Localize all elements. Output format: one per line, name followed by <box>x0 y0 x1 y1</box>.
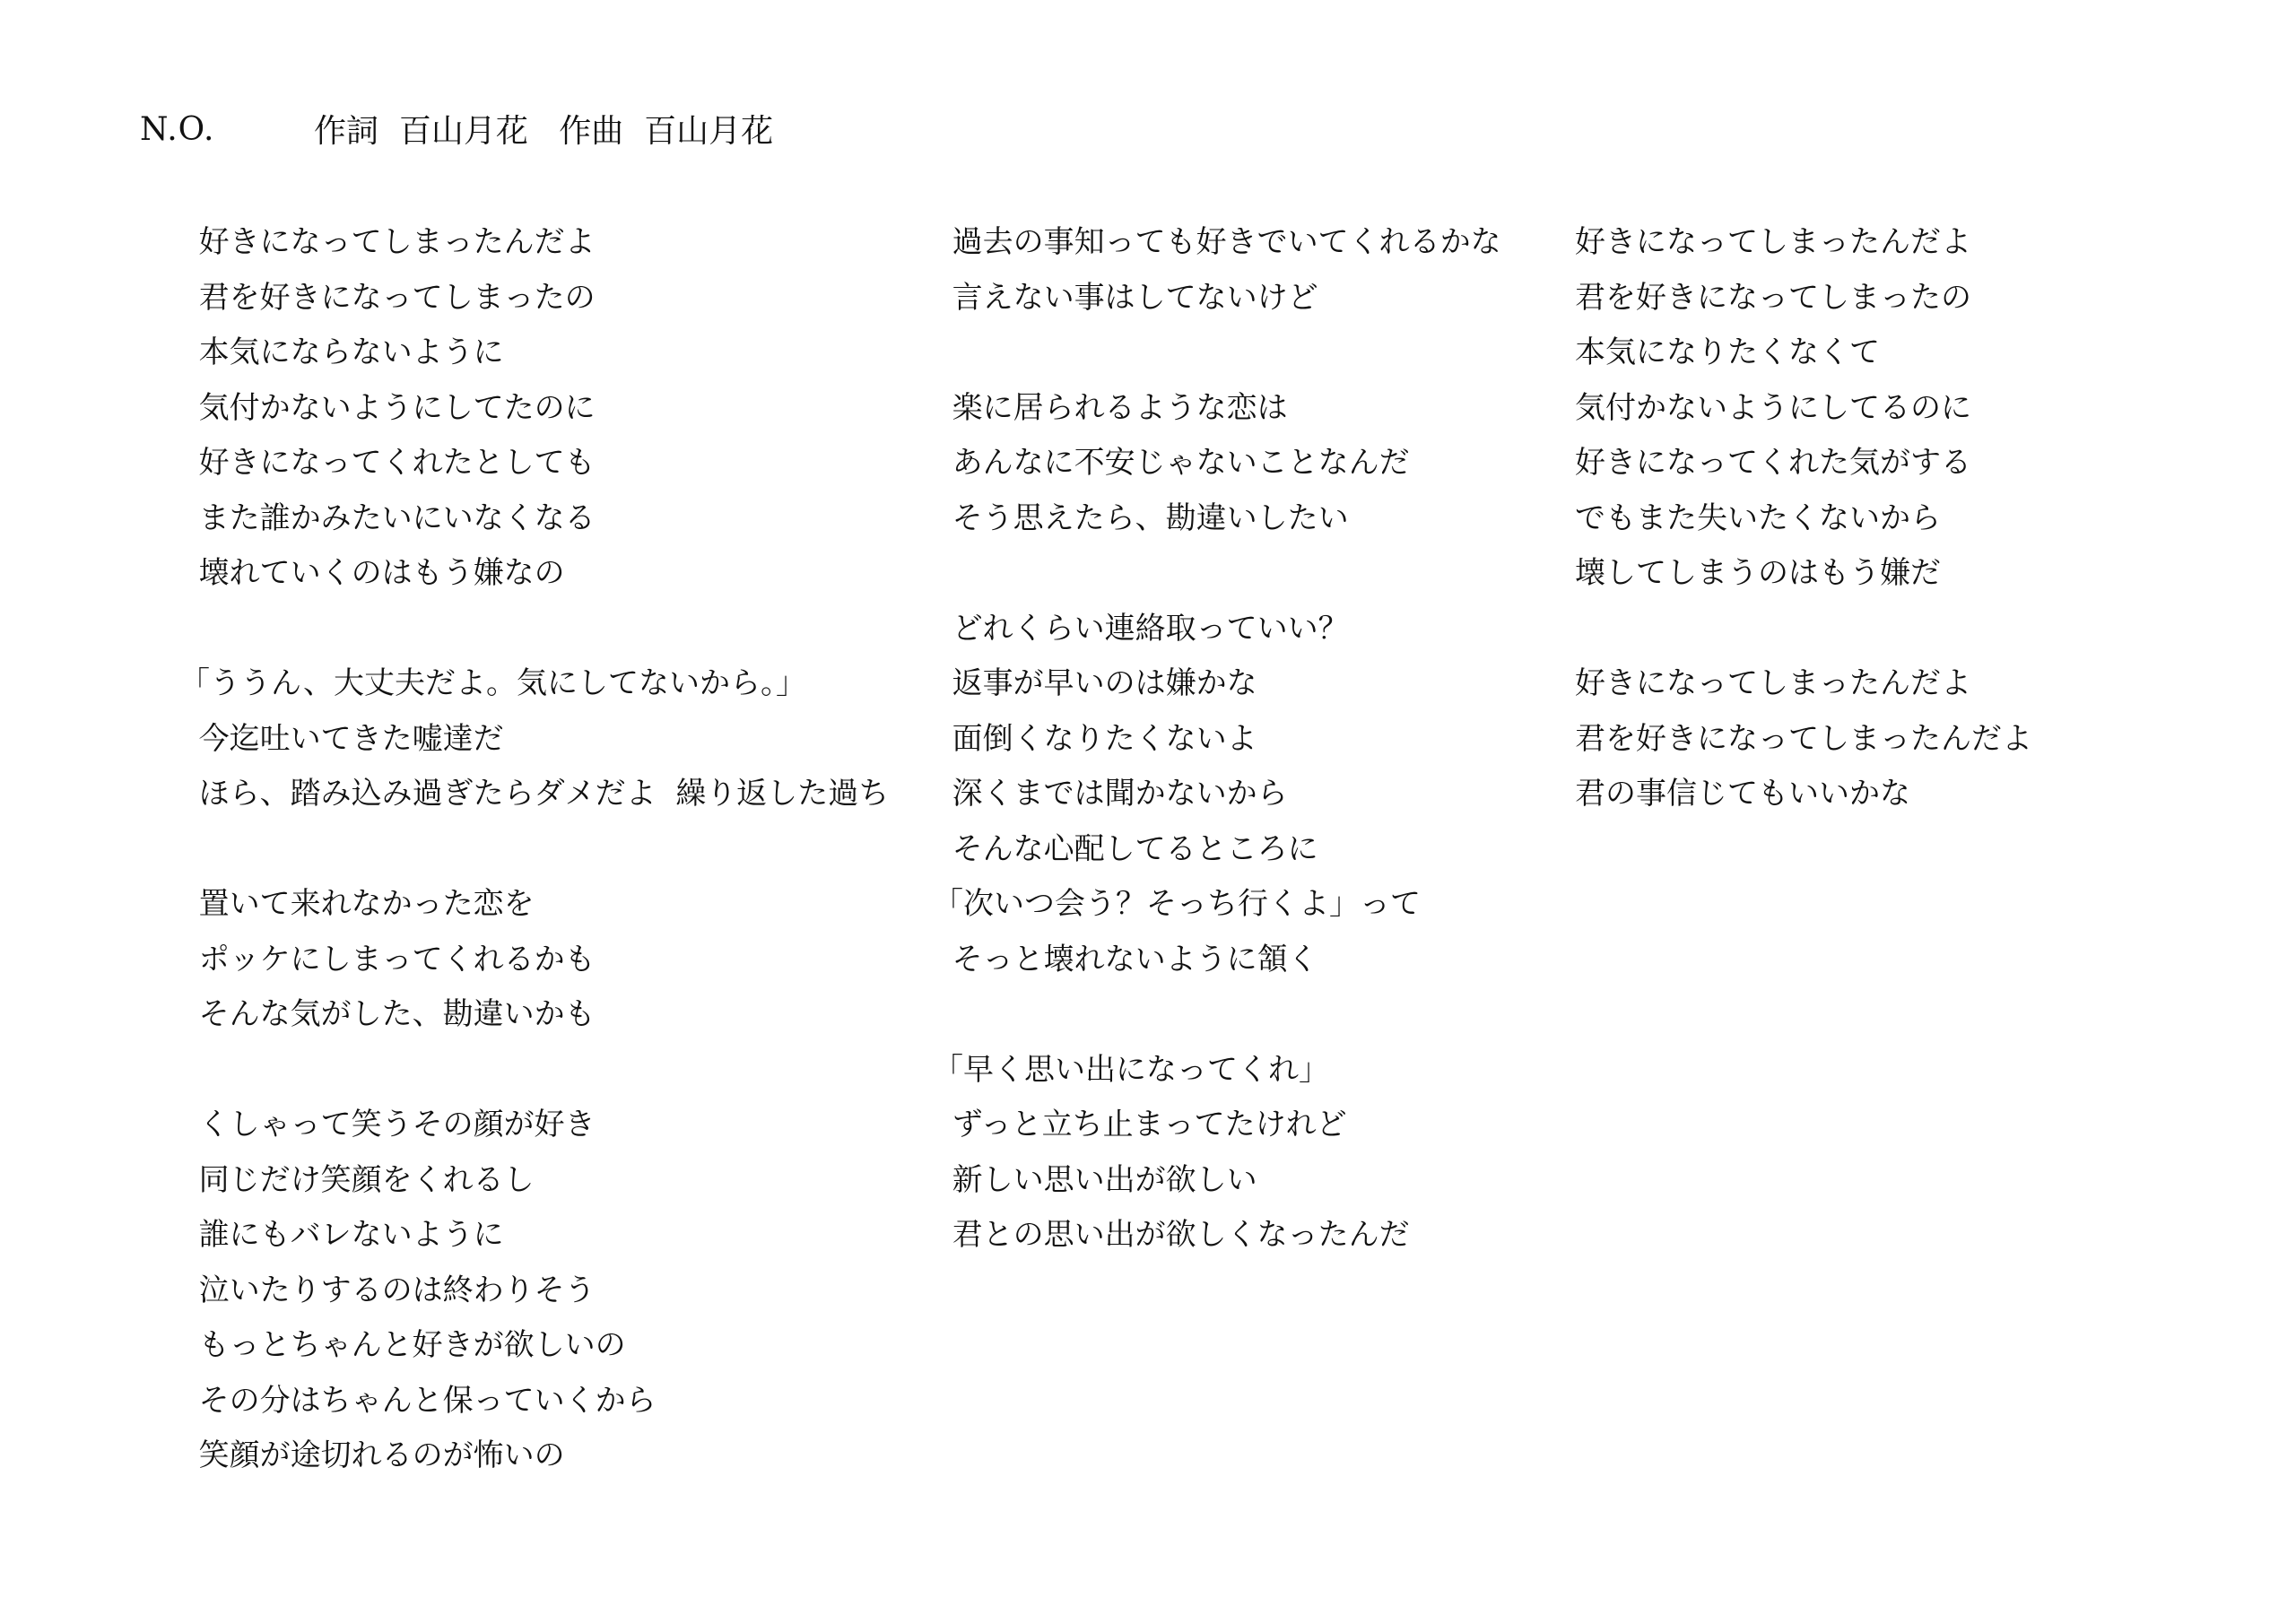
lyric-line <box>933 326 1668 381</box>
lyric-line: 笑顔が途切れるのが怖いの <box>179 1437 565 1473</box>
lyric-line: 「早く思い出になってくれ」 <box>933 1051 1329 1088</box>
lyric-line: 気付かないようにしてるのに <box>1575 389 1971 426</box>
lyric-line: 置いて来れなかった恋を <box>179 886 535 922</box>
lyric-line: 壊してしまうのはもう嫌だ <box>1575 555 1941 591</box>
lyric-line: 泣いたりするのは終わりそう <box>179 1272 596 1308</box>
lyric-line: もっとちゃんと好きが欲しいの <box>179 1327 626 1363</box>
lyric-line: くしゃって笑うその顔が好き <box>179 1107 596 1142</box>
lyric-line <box>933 987 1668 1043</box>
lyric-line: 誰にもバレないように <box>179 1217 504 1253</box>
lyric-line: そっと壊れないように頷く <box>933 941 1318 977</box>
lyric-line: 過去の事知っても好きでいてくれるかな <box>933 224 1501 260</box>
lyric-line: 好きになってしまったんだよ <box>1575 224 1971 260</box>
lyric-line: 気付かないようにしてたのに <box>179 389 596 426</box>
lyric-line <box>179 1043 915 1099</box>
lyric-line: 楽に居られるような恋は <box>933 389 1288 426</box>
lyric-line: 「次いつ会う？そっち行くよ」って <box>933 886 1421 922</box>
lyric-line: 新しい思い出が欲しい <box>933 1161 1257 1198</box>
lyric-line: ほら、踏み込み過ぎたらダメだよ 繰り返した過ち <box>179 776 890 812</box>
lyric-line: でもまた失いたくないから <box>1575 499 1941 536</box>
lyric-line: 今迄吐いてきた嘘達だ <box>179 720 504 757</box>
lyric-line: 君を好きになってしまったの <box>1575 279 1971 316</box>
lyric-line: 好きになってくれたとしても <box>179 445 596 481</box>
lyric-line: 言えない事はしてないけど <box>933 279 1318 316</box>
lyrics-column-2 <box>933 215 1668 1264</box>
lyric-line <box>933 546 1668 602</box>
lyric-line: ずっと立ち止まってたけれど <box>933 1107 1347 1142</box>
lyric-line: 面倒くなりたくないよ <box>933 720 1257 757</box>
lyric-line: 同じだけ笑顔をくれるし <box>179 1161 535 1198</box>
lyric-line <box>179 822 915 878</box>
lyric-line: 好きになってしまったんだよ <box>179 224 596 260</box>
lyric-line <box>179 602 915 657</box>
lyric-line: また誰かみたいにいなくなる <box>179 499 596 536</box>
lyrics-column-3 <box>1575 215 2257 822</box>
lyric-line: 「ううん、大丈夫だよ。気にしてないから。」 <box>179 665 807 701</box>
song-header <box>0 106 2296 160</box>
lyric-line: 君を好きになってしまったんだよ <box>1575 720 2032 757</box>
lyrics-column-1 <box>179 215 915 1484</box>
lyric-line: 君との思い出が欲しくなったんだ <box>933 1217 1410 1253</box>
lyric-line: あんなに不安じゃないことなんだ <box>933 445 1410 481</box>
lyric-line: そんな気がした、勘違いかも <box>179 996 596 1032</box>
lyric-line: 本気になりたくなくて <box>1575 334 1880 370</box>
lyric-line: 好きになってしまったんだよ <box>1575 665 1971 701</box>
lyric-line: ポッケにしまってくれるかも <box>179 941 596 977</box>
lyric-line: 深くまでは聞かないから <box>933 776 1288 812</box>
lyric-line: 壊れていくのはもう嫌なの <box>179 555 565 591</box>
lyric-line: どれくらい連絡取っていい？ <box>933 610 1349 647</box>
lyric-line <box>1575 602 2257 657</box>
lyric-line: そう思えたら、勘違いしたい <box>933 499 1349 536</box>
lyric-line: 好きになってくれた気がする <box>1575 445 1971 481</box>
lyric-line: 本気にならないように <box>179 334 504 370</box>
song-title: N.O. <box>140 111 215 148</box>
song-credits: 作詞 百山月花 作曲 百山月花 <box>314 113 774 150</box>
lyric-line: 君の事信じてもいいかな <box>1575 776 1910 812</box>
lyric-line: その分はちゃんと保っていくから <box>179 1382 657 1419</box>
lyric-line: 君を好きになってしまったの <box>179 279 596 316</box>
lyric-line: 返事が早いのは嫌かな <box>933 665 1257 701</box>
lyric-line: そんな心配してるところに <box>933 830 1318 867</box>
